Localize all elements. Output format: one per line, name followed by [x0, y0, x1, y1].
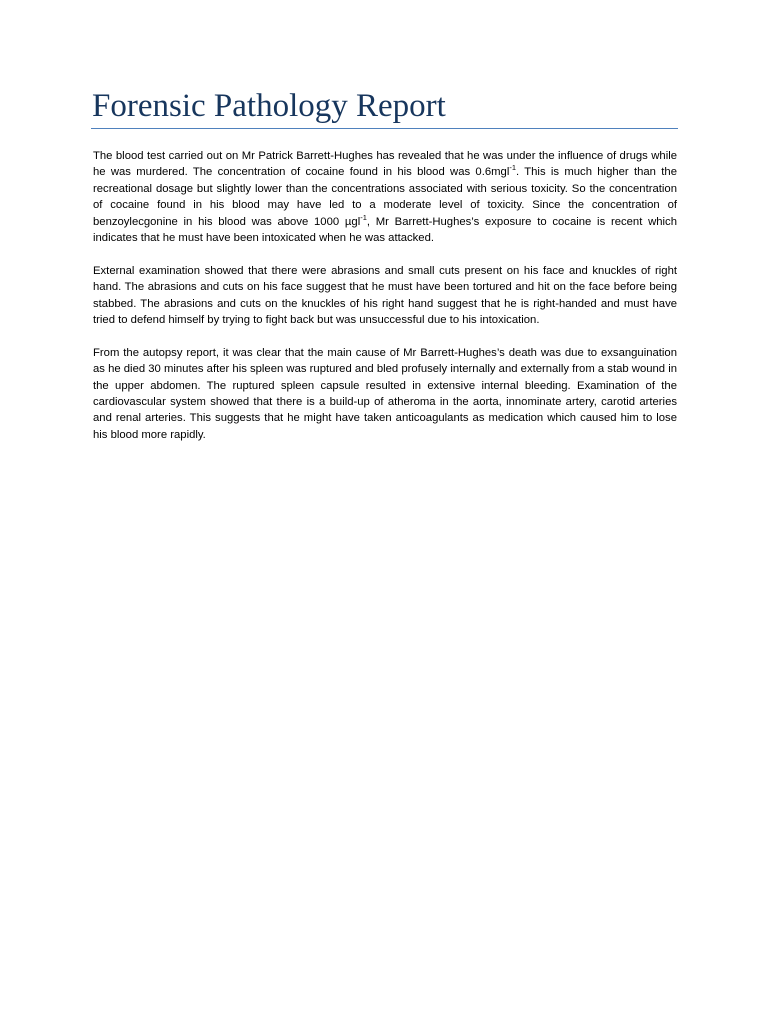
paragraph-text: . This is much higher than the recreational dosage but slightly lower than the concentrations associated with serious toxicity. So the concentration of cocaine found in his blood may have led to a moderate level of toxicity. Since the concentration of benzoylecgonine in his blood was above 1000 µgl: [93, 166, 677, 228]
paragraph-blood-test: [93, 148, 677, 246]
title-divider: [91, 128, 678, 129]
report-body: [93, 148, 677, 460]
superscript: -1: [360, 212, 367, 222]
page-title: Forensic Pathology Report: [92, 88, 446, 124]
paragraph-text: The blood test carried out on Mr Patrick Barrett-Hughes has revealed that he was under the influence of drugs while he was murdered. The concentration of cocaine found in his blood was 0.6mgl: [93, 150, 677, 179]
paragraph-text: , Mr Barrett-Hughes’s exposure to cocaine is recent which indicates that he must have been intoxicated when he was attacked.: [93, 215, 677, 245]
paragraph-external-examination: [93, 263, 677, 329]
paragraph-text: External examination showed that there were abrasions and small cuts present on his face and knuckles of right hand. The abrasions and cuts on his face suggest that he must have been tortured and hit on the face before being stabbed. The abrasions and cuts on the knuckles of his right hand suggest that he is right-handed and must have tried to defend himself by trying to fight back but was unsuccessful due to his intoxication.: [93, 264, 677, 327]
superscript: -1: [509, 163, 517, 173]
paragraph-text: From the autopsy report, it was clear that the main cause of Mr Barrett-Hughes’s death was due to exsanguination as he died 30 minutes after his spleen was ruptured and bled profusely internally and externally from a stab wound in the upper abdomen. The ruptured spleen capsule resulted in extensive internal bleeding. Examination of the cardiovascular system showed that there is a build-up of atheroma in the aorta, innominate artery, carotid arteries and renal arteries. This suggests that he might have taken anticoagulants as medication which caused him to lose his blood more rapidly.: [93, 346, 678, 441]
paragraph-autopsy: [93, 345, 677, 443]
